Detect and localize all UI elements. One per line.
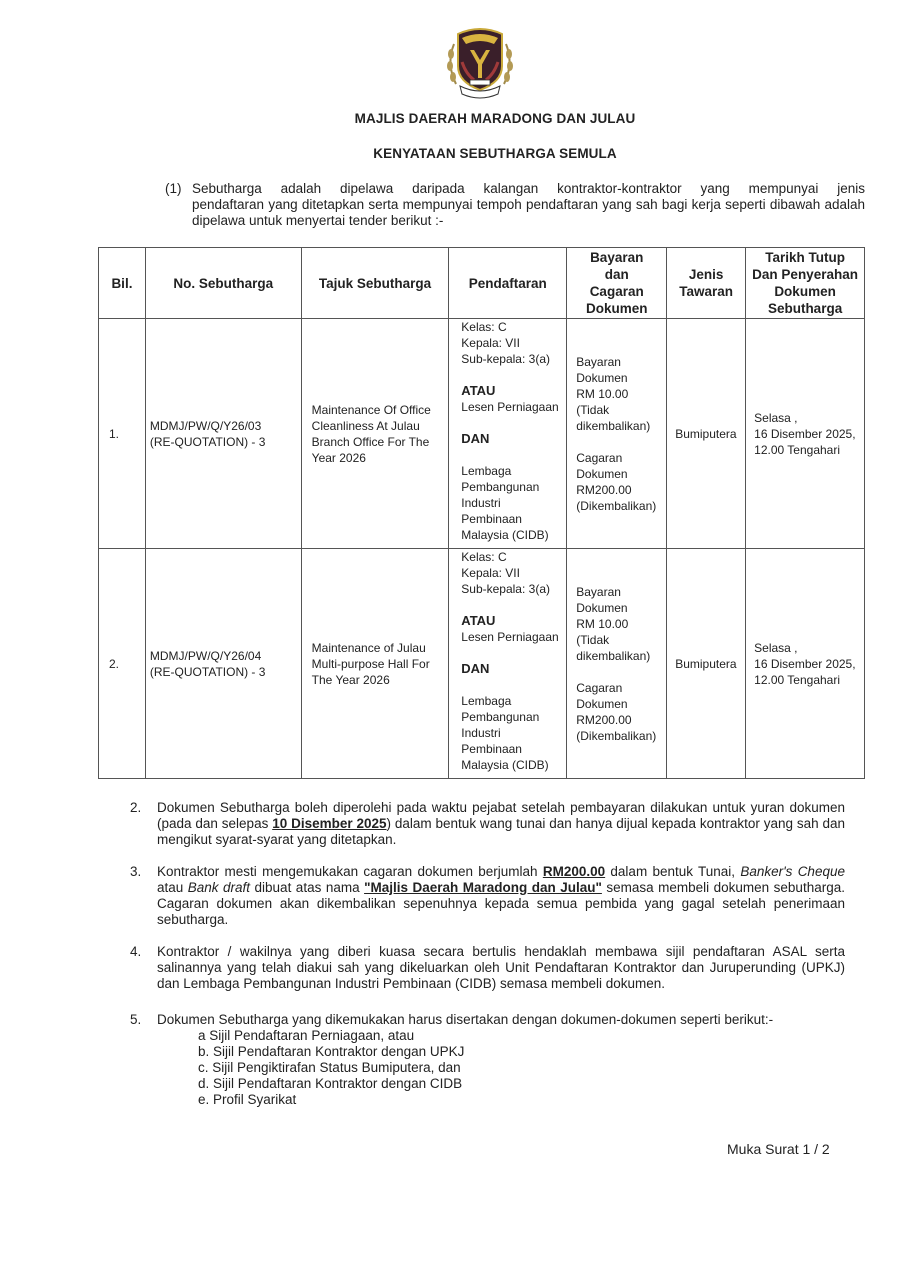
- title-line: Cleanliness At Julau: [311, 418, 420, 433]
- header-jenis-tawaran: [667, 248, 746, 319]
- table-row: [99, 319, 865, 549]
- quotation-number: MDMJ/PW/Q/Y26/04: [149, 648, 262, 663]
- reg-kepala: Kepala: VII: [461, 566, 520, 580]
- reg-cidb-line: Lembaga: [461, 694, 512, 708]
- cell-no-sebutharga: [145, 549, 301, 779]
- paragraph-text: Kontraktor mesti mengemukakan cagaran dokumen berjumlah: [157, 864, 543, 879]
- closing-date: 16 Disember 2025,: [754, 656, 856, 671]
- header-line: Dokumen: [774, 284, 836, 299]
- cell-tarikh-tutup: [746, 319, 865, 549]
- fee-amount: RM 10.00: [576, 386, 629, 401]
- fee-line: (Tidak: [576, 402, 610, 417]
- reg-cidb-line: Industri: [461, 496, 501, 510]
- title-line: Year 2026: [311, 450, 366, 465]
- deposit-line: (Dikembalikan): [576, 498, 657, 513]
- fee-line: Bayaran: [576, 584, 621, 599]
- paragraph-text: atau: [157, 880, 188, 895]
- table-header-row: [99, 248, 865, 319]
- reg-cidb-line: Pembinaan: [461, 512, 522, 526]
- header-line: Dokumen: [585, 301, 648, 316]
- fee-line: Bayaran: [576, 354, 621, 369]
- closing-day: Selasa ,: [754, 640, 798, 655]
- deposit-amount: RM200.00: [576, 712, 632, 727]
- paragraph-number: 4.: [130, 944, 142, 959]
- deposit-line: Cagaran: [576, 450, 623, 465]
- document-title: KENYATAAN SEBUTHARGA SEMULA: [373, 146, 617, 161]
- cell-tajuk: [301, 549, 449, 779]
- reg-subkepala: Sub-kepala: 3(a): [461, 582, 550, 596]
- closing-time: 12.00 Tengahari: [754, 672, 841, 687]
- paragraph-number: 3.: [130, 864, 142, 879]
- reg-lesen: Lesen Perniagaan: [461, 400, 559, 414]
- reg-atau: ATAU: [461, 613, 496, 628]
- cell-tajuk: [301, 319, 449, 549]
- tender-table: [98, 247, 865, 779]
- deposit-amount: RM200.00: [576, 482, 632, 497]
- header-line: Dan Penyerahan: [752, 267, 858, 282]
- closing-day: Selasa ,: [754, 410, 798, 425]
- fee-line: Dokumen: [576, 370, 628, 385]
- bank-draft-text: Bank draft: [187, 880, 251, 895]
- reg-cidb-line: Malaysia (CIDB): [461, 758, 549, 772]
- header-line: Cagaran: [589, 284, 644, 299]
- quotation-suffix: (RE-QUOTATION) - 3: [149, 434, 266, 449]
- header-bayaran-cagaran: [567, 248, 667, 319]
- reg-kepala: Kepala: VII: [461, 336, 520, 350]
- header-no-sebutharga: No. Sebutharga: [145, 248, 301, 319]
- title-line: The Year 2026: [311, 672, 390, 687]
- closing-date: 16 Disember 2025,: [754, 426, 856, 441]
- paragraph-2: [130, 800, 845, 848]
- cell-bil: 2.: [99, 549, 146, 779]
- header-line: Bayaran: [590, 250, 644, 265]
- list-item: b. Sijil Pendaftaran Kontraktor dengan UPKJ: [198, 1044, 465, 1059]
- table-row: [99, 549, 865, 779]
- reg-dan: DAN: [461, 661, 490, 676]
- intro-line-2: pendaftaran yang ditetapkan serta mempunyai tempoh pendaftaran yang sah bagi kerja seperti dibawah adalah dipelawa untuk menyertai tender berikut :-: [192, 197, 865, 228]
- paragraph-number: 5.: [130, 1012, 142, 1027]
- header-line: Jenis: [688, 267, 724, 282]
- header-bil: Bil.: [99, 248, 146, 319]
- paragraph-text: Dokumen Sebutharga boleh diperolehi pada waktu pejabat setelah pembayaran dilakukan untuk yuran dokumen (pada dan selepas: [157, 800, 845, 831]
- header-tajuk-sebutharga: Tajuk Sebutharga: [301, 248, 449, 319]
- list-item: e. Profil Syarikat: [198, 1092, 297, 1107]
- organization-name: MAJLIS DAERAH MARADONG DAN JULAU: [354, 111, 636, 126]
- header-line: Tarikh Tutup: [765, 250, 845, 265]
- paragraph-number: 2.: [130, 800, 142, 815]
- fee-amount: RM 10.00: [576, 616, 629, 631]
- paragraph-text: Kontraktor / wakilnya yang diberi kuasa secara bertulis hendaklah membawa sijil pendaftaran ASAL serta salinannya yang telah diakui sah yang dikeluarkan oleh Unit Pendaftaran Kontraktor dan Juruperunding (UPKJ) dan Lembaga Pembangunan Industri Pembinaan (CIDB) semasa membeli dokumen.: [157, 944, 845, 991]
- sale-start-date: 10 Disember 2025: [272, 816, 387, 831]
- reg-atau: ATAU: [461, 383, 496, 398]
- reg-lesen: Lesen Perniagaan: [461, 630, 559, 644]
- reg-cidb-line: Pembinaan: [461, 742, 522, 756]
- cell-pendaftaran: [449, 549, 567, 779]
- cell-pendaftaran: [449, 319, 567, 549]
- council-crest-logo: [444, 24, 516, 102]
- cell-bayaran-cagaran: [567, 319, 667, 549]
- reg-cidb-line: Pembangunan: [461, 480, 540, 494]
- paragraph-3: [130, 864, 845, 928]
- cell-no-sebutharga: [145, 319, 301, 549]
- paragraph-4: [130, 944, 845, 992]
- header-line: Tawaran: [679, 284, 734, 299]
- quotation-number: MDMJ/PW/Q/Y26/03: [149, 418, 262, 433]
- reg-cidb-line: Malaysia (CIDB): [461, 528, 549, 542]
- paragraph-text: Dokumen Sebutharga yang dikemukakan harus disertakan dengan dokumen-dokumen seperti berikut:-: [157, 1012, 774, 1027]
- reg-kelas: Kelas: C: [461, 320, 507, 334]
- reg-kelas: Kelas: C: [461, 550, 507, 564]
- list-item: a Sijil Pendaftaran Perniagaan, atau: [198, 1028, 415, 1043]
- title-line: Multi-purpose Hall For: [311, 656, 430, 671]
- payee-name: "Majlis Daerah Maradong dan Julau": [364, 880, 602, 895]
- title-line: Branch Office For The: [311, 434, 430, 449]
- reg-cidb-line: Lembaga: [461, 464, 512, 478]
- header-line: dan: [604, 267, 629, 282]
- bankers-cheque-text: Banker's Cheque: [740, 864, 845, 879]
- deposit-line: (Dikembalikan): [576, 728, 657, 743]
- paragraph-5: [130, 1012, 845, 1108]
- quotation-suffix: (RE-QUOTATION) - 3: [149, 664, 266, 679]
- required-documents-list: [198, 1028, 845, 1108]
- cell-bayaran-cagaran: [567, 549, 667, 779]
- list-item: c. Sijil Pengiktirafan Status Bumiputera, dan: [198, 1060, 461, 1075]
- paragraph-text: ) dalam bentuk wang tunai dan hanya dijual kepada kontraktor yang sah dan mengikut syarat-syarat yang ditetapkan.: [157, 816, 846, 847]
- cell-jenis-tawaran: Bumiputera: [667, 549, 746, 779]
- fee-line: dikembalikan): [576, 418, 651, 433]
- fee-line: Dokumen: [576, 600, 628, 615]
- intro-paragraph: [165, 181, 865, 229]
- deposit-amount-emphasis: RM200.00: [542, 864, 606, 879]
- fee-line: dikembalikan): [576, 648, 651, 663]
- reg-cidb-line: Industri: [461, 726, 501, 740]
- header-tarikh-tutup: [746, 248, 865, 319]
- deposit-line: Cagaran: [576, 680, 623, 695]
- header-pendaftaran: Pendaftaran: [449, 248, 567, 319]
- page-number: Muka Surat 1 / 2: [727, 1141, 830, 1157]
- closing-time: 12.00 Tengahari: [754, 442, 841, 457]
- reg-dan: DAN: [461, 431, 490, 446]
- title-line: Maintenance of Julau: [311, 640, 426, 655]
- intro-number: (1): [165, 181, 182, 196]
- paragraph-text: semasa membeli dokumen sebutharga. Cagaran dokumen akan dikembalikan sepenuhnya kepada semua pembida yang gagal setelah penerimaan sebutharga.: [157, 880, 845, 927]
- intro-line-1: Sebutharga adalah dipelawa daripada kalangan kontraktor-kontraktor yang mempunyai jenis: [192, 181, 865, 196]
- reg-subkepala: Sub-kepala: 3(a): [461, 352, 550, 366]
- fee-line: (Tidak: [576, 632, 610, 647]
- list-item: d. Sijil Pendaftaran Kontraktor dengan CIDB: [198, 1076, 463, 1091]
- deposit-line: Dokumen: [576, 696, 628, 711]
- title-line: Maintenance Of Office: [311, 402, 431, 417]
- cell-tarikh-tutup: [746, 549, 865, 779]
- cell-bil: 1.: [99, 319, 146, 549]
- deposit-line: Dokumen: [576, 466, 628, 481]
- paragraph-text: dalam bentuk Tunai,: [605, 864, 741, 879]
- paragraph-text: dibuat atas nama: [250, 880, 365, 895]
- cell-jenis-tawaran: Bumiputera: [667, 319, 746, 549]
- reg-cidb-line: Pembangunan: [461, 710, 540, 724]
- header-line: Sebutharga: [767, 301, 843, 316]
